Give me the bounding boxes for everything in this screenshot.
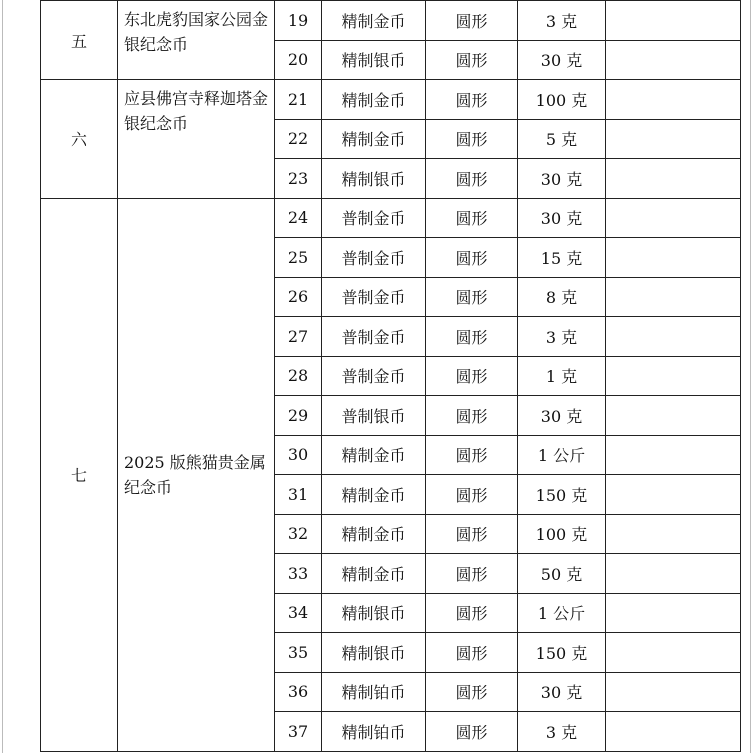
cell-type: 精制银币 [322,633,426,673]
cell-shape: 圆形 [426,238,518,278]
cell-no: 22 [275,119,322,159]
cell-type: 精制金币 [322,554,426,594]
cell-note [606,514,741,554]
cell-weight: 3 克 [518,1,606,41]
cell-note [606,159,741,199]
coin-table-body [41,1,741,752]
cell-type: 精制金币 [322,514,426,554]
cell-type: 精制银币 [322,40,426,80]
cell-shape: 圆形 [426,593,518,633]
cell-weight: 1 公斤 [518,435,606,475]
cell-weight: 5 克 [518,119,606,159]
cell-shape: 圆形 [426,633,518,673]
cell-no: 20 [275,40,322,80]
cell-note [606,277,741,317]
cell-note [606,593,741,633]
cell-weight: 150 克 [518,633,606,673]
table-row [41,1,741,41]
cell-note [606,238,741,278]
cell-shape: 圆形 [426,554,518,594]
cell-weight: 100 克 [518,514,606,554]
group-name-cell: 应县佛宫寺释迦塔金银纪念币 [118,80,275,199]
cell-no: 33 [275,554,322,594]
cell-note [606,435,741,475]
cell-no: 35 [275,633,322,673]
cell-shape: 圆形 [426,119,518,159]
cell-weight: 30 克 [518,159,606,199]
cell-note [606,712,741,752]
cell-note [606,356,741,396]
cell-type: 普制金币 [322,198,426,238]
cell-type: 普制金币 [322,238,426,278]
cell-no: 26 [275,277,322,317]
table-row [41,198,741,238]
cell-type: 普制银币 [322,396,426,436]
cell-shape: 圆形 [426,475,518,515]
cell-shape: 圆形 [426,435,518,475]
cell-no: 30 [275,435,322,475]
cell-type: 普制金币 [322,277,426,317]
cell-no: 21 [275,80,322,120]
cell-type: 精制金币 [322,475,426,515]
cell-note [606,40,741,80]
cell-weight: 15 克 [518,238,606,278]
cell-weight: 100 克 [518,80,606,120]
cell-type: 精制铂币 [322,712,426,752]
cell-shape: 圆形 [426,277,518,317]
cell-shape: 圆形 [426,712,518,752]
cell-weight: 30 克 [518,672,606,712]
cell-no: 37 [275,712,322,752]
cell-type: 精制银币 [322,593,426,633]
cell-type: 精制金币 [322,80,426,120]
cell-shape: 圆形 [426,356,518,396]
cell-no: 19 [275,1,322,41]
cell-weight: 30 克 [518,40,606,80]
cell-weight: 150 克 [518,475,606,515]
group-index-cell: 六 [41,80,118,199]
cell-shape: 圆形 [426,514,518,554]
cell-no: 31 [275,475,322,515]
cell-type: 精制金币 [322,435,426,475]
cell-weight: 30 克 [518,198,606,238]
cell-no: 25 [275,238,322,278]
cell-note [606,672,741,712]
cell-no: 28 [275,356,322,396]
page-edge-right [750,0,751,753]
cell-type: 精制银币 [322,159,426,199]
cell-note [606,554,741,594]
cell-note [606,198,741,238]
cell-note [606,119,741,159]
cell-type: 精制金币 [322,1,426,41]
group-name-cell: 2025 版熊猫贵金属纪念币 [118,198,275,751]
cell-no: 29 [275,396,322,436]
cell-no: 34 [275,593,322,633]
cell-type: 精制铂币 [322,672,426,712]
cell-weight: 3 克 [518,712,606,752]
cell-no: 36 [275,672,322,712]
cell-no: 24 [275,198,322,238]
cell-shape: 圆形 [426,396,518,436]
cell-no: 32 [275,514,322,554]
cell-note [606,396,741,436]
coin-table [40,0,741,752]
cell-weight: 3 克 [518,317,606,357]
cell-weight: 1 克 [518,356,606,396]
cell-shape: 圆形 [426,198,518,238]
cell-weight: 30 克 [518,396,606,436]
cell-shape: 圆形 [426,40,518,80]
cell-note [606,475,741,515]
cell-shape: 圆形 [426,672,518,712]
cell-shape: 圆形 [426,159,518,199]
cell-note [606,633,741,673]
cell-shape: 圆形 [426,317,518,357]
cell-type: 普制金币 [322,317,426,357]
cell-note [606,317,741,357]
cell-no: 23 [275,159,322,199]
cell-shape: 圆形 [426,1,518,41]
page-edge-left [2,0,3,753]
cell-type: 精制金币 [322,119,426,159]
table-row [41,80,741,120]
cell-note [606,1,741,41]
cell-note [606,80,741,120]
cell-shape: 圆形 [426,80,518,120]
cell-weight: 50 克 [518,554,606,594]
cell-type: 普制金币 [322,356,426,396]
cell-weight: 8 克 [518,277,606,317]
group-index-cell: 五 [41,1,118,80]
group-index-cell: 七 [41,198,118,751]
cell-weight: 1 公斤 [518,593,606,633]
cell-no: 27 [275,317,322,357]
group-name-cell: 东北虎豹国家公园金银纪念币 [118,1,275,80]
